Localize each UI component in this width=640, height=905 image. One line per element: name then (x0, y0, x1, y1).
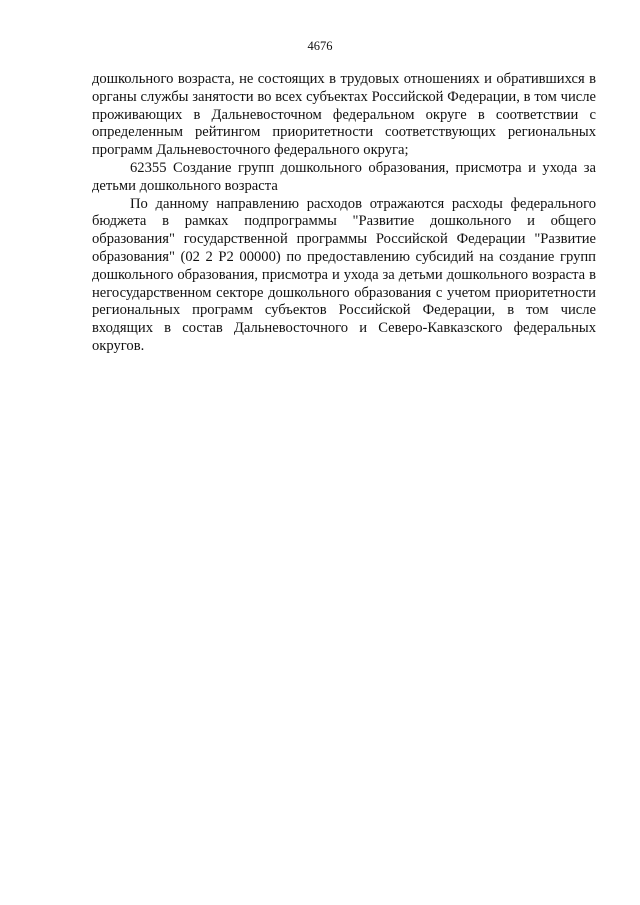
paragraph-continuation: дошкольного возраста, не состоящих в трудовых отношениях и обратившихся в органы службы занятости во всех субъектах Российской Федерации, в том числе проживающих в Дальневосточном федеральном округе в соответствии с определенным рейтингом приоритетности соответствующих региональных программ Дальневосточного федерального округа; (92, 71, 596, 159)
page-number: 4676 (307, 39, 333, 53)
paragraph-code-heading: 62355 Создание групп дошкольного образования, присмотра и ухода за детьми дошкольного возраста (92, 159, 596, 194)
document-body (92, 71, 596, 356)
paragraph-description: По данному направлению расходов отражаются расходы федерального бюджета в рамках подпрограммы "Развитие дошкольного и общего образования" государственной программы Российской Федерации "Развитие образования" (02 2 Р2 00000) по предоставлению субсидий на создание групп дошкольного образования, присмотра и ухода за детьми дошкольного возраста в негосударственном секторе дошкольного образования с учетом приоритетности региональных программ субъектов Российской Федерации, в том числе входящих в состав Дальневосточного и Северо-Кавказского федеральных округов. (92, 195, 596, 354)
